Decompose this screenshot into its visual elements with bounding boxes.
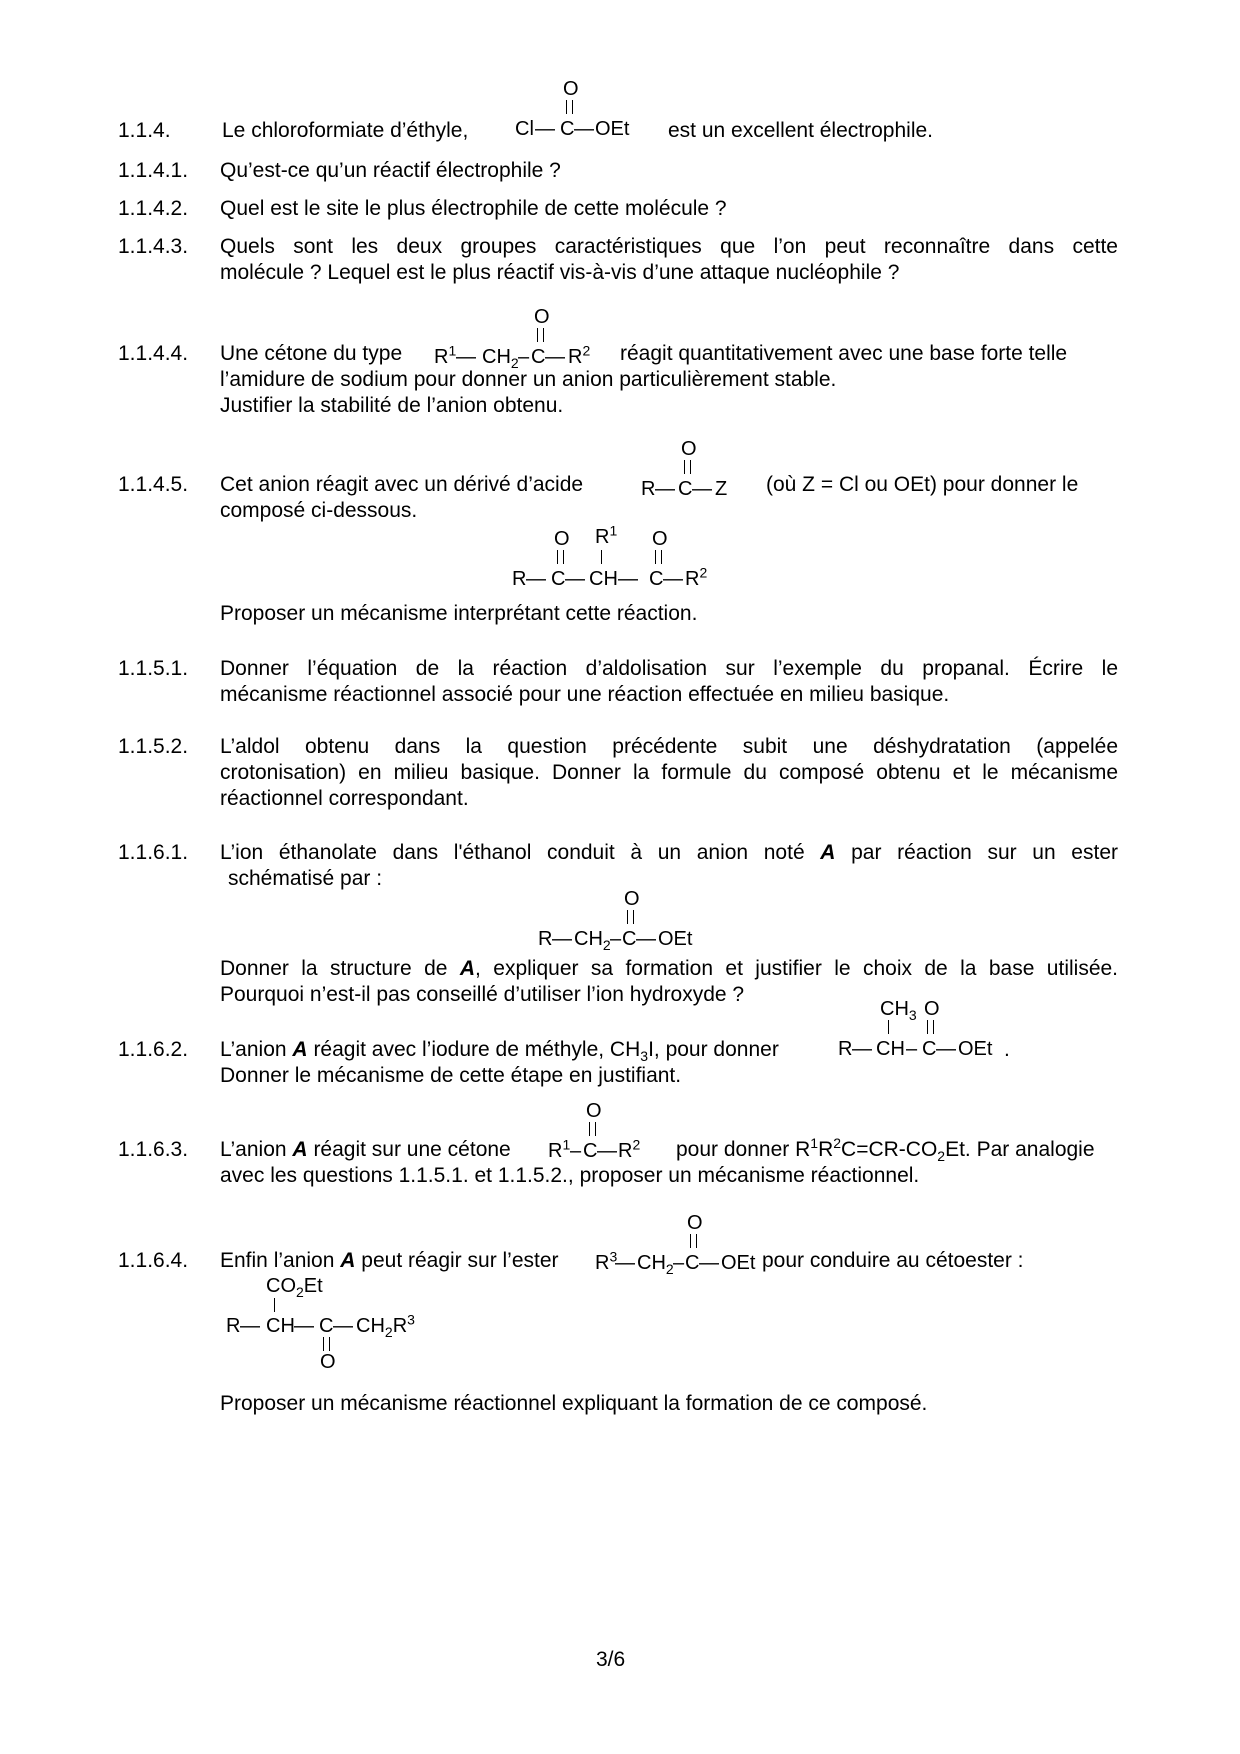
atom-z: Z (715, 478, 728, 500)
atom-r2: $R^2$ (568, 342, 591, 368)
bond: – (570, 1140, 582, 1162)
question-text: mécanisme réactionnel associé pour une réaction effectuée en milieu basique. (220, 683, 950, 706)
bond: – (518, 346, 530, 368)
question-text: pour donner $R^1R^2C=CR-CO_2Et$. Par analogie (676, 1135, 1095, 1165)
bond: — (936, 1038, 956, 1060)
bond: — (597, 1140, 617, 1162)
double-bond (627, 910, 634, 924)
double-bond (589, 1122, 596, 1136)
question-text: Donner la structure de A, expliquer sa formation et justifier le choix de la base utilisée. (220, 957, 1119, 980)
atom-c: C (649, 568, 664, 590)
question-text: molécule ? Lequel est le plus réactif vis-à-vis d’une attaque nucléophile ? (220, 261, 900, 284)
question-text: Proposer un mécanisme interprétant cette réaction. (220, 602, 698, 625)
question-text: Cet anion réagit avec un dérivé d’acide (220, 473, 584, 496)
atom-r: R (512, 568, 527, 590)
bond: – (610, 928, 622, 950)
question-text: crotonisation) en milieu basique. Donner la formule du composé obtenu et le mécanisme (220, 761, 1118, 784)
bond: — (294, 1315, 314, 1337)
question-number: 1.1.6.2. (118, 1038, 189, 1061)
atom-ch2: $CH_2$ (574, 928, 611, 953)
bond: — (565, 568, 585, 590)
atom-o: O (554, 528, 570, 550)
bond: — (615, 1252, 635, 1274)
question-number: 1.1.6.1. (118, 841, 189, 864)
atom-oet: OEt (958, 1038, 993, 1060)
atom-o: O (534, 306, 550, 328)
question-text: est un excellent électrophile. (668, 119, 933, 142)
atom-c: C (922, 1038, 937, 1060)
atom-c: C (678, 478, 693, 500)
atom-o: O (586, 1100, 602, 1122)
atom-ch2: $CH_2$ (482, 346, 519, 371)
double-bond (690, 1234, 697, 1248)
atom-cl: Cl (515, 118, 534, 140)
atom-c: C (319, 1315, 334, 1337)
single-bond (274, 1298, 275, 1312)
methylated-ester-structure (838, 998, 1018, 1064)
atom-r3: $R^3$ (595, 1248, 618, 1274)
bond: — (618, 568, 638, 590)
bond: — (574, 118, 594, 140)
atom-o: O (681, 438, 697, 460)
atom-r: R (538, 928, 553, 950)
atom-ch3: $CH_3$ (880, 998, 917, 1023)
question-text: pour conduire au cétoester : (762, 1249, 1024, 1272)
atom-o: O (624, 888, 640, 910)
question-number: 1.1.5.1. (118, 657, 189, 680)
question-text: . (1004, 1038, 1010, 1061)
atom-o: O (924, 998, 940, 1020)
atom-o: O (563, 78, 579, 100)
question-number: 1.1.5.2. (118, 735, 189, 758)
bond: — (852, 1038, 872, 1060)
single-bond (601, 550, 602, 564)
question-text: Proposer un mécanisme réactionnel expliquant la formation de ce composé. (220, 1392, 928, 1415)
bond: – (673, 1252, 685, 1274)
atom-oet: OEt (595, 118, 630, 140)
chloroformate-structure (515, 78, 655, 144)
question-text: composé ci-dessous. (220, 499, 418, 522)
atom-c: C (583, 1140, 598, 1162)
acid-derivative-structure (641, 438, 751, 504)
atom-oet: OEt (658, 928, 693, 950)
atom-o: O (652, 528, 668, 550)
question-number: 1.1.4.1. (118, 159, 189, 182)
question-number: 1.1.4.3. (118, 235, 189, 258)
bond: — (545, 346, 565, 368)
question-text: Le chloroformiate d’éthyle, (222, 119, 469, 142)
atom-ch: CH (589, 568, 618, 590)
atom-oet: OEt (721, 1252, 756, 1274)
question-text: Quel est le site le plus électrophile de cette molécule ? (220, 197, 727, 220)
atom-r2: $R^2$ (685, 564, 708, 590)
double-bond (655, 550, 662, 564)
question-text: Enfin l’anion A peut réagir sur l’ester (220, 1249, 559, 1272)
double-bond (927, 1020, 934, 1034)
question-text: Justifier la stabilité de l’anion obtenu. (220, 394, 564, 417)
bond: — (655, 478, 675, 500)
question-number: 1.1.4.2. (118, 197, 189, 220)
atom-c: C (560, 118, 575, 140)
atom-r1: $R^1$ (434, 342, 457, 368)
page-number: 3/6 (596, 1648, 626, 1671)
double-bond (537, 328, 544, 342)
bond: — (535, 118, 555, 140)
bond: — (456, 346, 476, 368)
atom-ch: CH (876, 1038, 905, 1060)
question-text: L’ion éthanolate dans l'éthanol conduit à un anion noté A par réaction sur un ester (220, 841, 1118, 864)
atom-c: C (551, 568, 566, 590)
question-number: 1.1.6.4. (118, 1249, 189, 1272)
atom-c: C (622, 928, 637, 950)
question-text: Donner l’équation de la réaction d’aldolisation sur l’exemple du propanal. Écrire le (220, 657, 1118, 680)
ester-r3-structure (595, 1212, 765, 1278)
bond: — (552, 928, 572, 950)
question-text: L’anion A réagit sur une cétone (220, 1138, 511, 1161)
question-text: L’aldol obtenu dans la question précédente subit une déshydratation (appelée (220, 735, 1118, 758)
atom-r1: $R^1$ (595, 522, 618, 548)
bond: — (663, 568, 683, 590)
bond: — (699, 1252, 719, 1274)
question-text: Donner le mécanisme de cette étape en justifiant. (220, 1064, 682, 1087)
question-text: avec les questions 1.1.5.1. et 1.1.5.2., proposer un mécanisme réactionnel. (220, 1164, 920, 1187)
question-text: réactionnel correspondant. (220, 787, 469, 810)
question-text: schématisé par : (228, 867, 383, 890)
bond: — (526, 568, 546, 590)
atom-co2et: $CO_2Et$ (266, 1275, 323, 1300)
double-bond (323, 1337, 330, 1351)
bond: — (636, 928, 656, 950)
atom-r: R (226, 1315, 241, 1337)
atom-r: R (641, 478, 656, 500)
atom-c: C (531, 346, 546, 368)
question-number: 1.1.4. (118, 119, 171, 142)
question-text: l’amidure de sodium pour donner un anion particulièrement stable. (220, 368, 837, 391)
atom-ch: CH (266, 1315, 295, 1337)
atom-r: R (838, 1038, 853, 1060)
question-text: Quels sont les deux groupes caractéristiques que l’on peut reconnaître dans cette (220, 235, 1118, 258)
single-bond (888, 1020, 889, 1034)
question-text: Une cétone du type (220, 342, 403, 365)
ketone-structure (548, 1100, 668, 1166)
double-bond (684, 460, 691, 474)
bond: — (240, 1315, 260, 1337)
atom-c: C (685, 1252, 700, 1274)
double-bond (566, 100, 573, 114)
question-text: Pourquoi n’est-il pas conseillé d’utiliser l’ion hydroxyde ? (220, 983, 745, 1006)
bond: — (333, 1315, 353, 1337)
question-number: 1.1.4.4. (118, 342, 189, 365)
question-text: L’anion A réagit avec l’iodure de méthyle, $CH_3I$, pour donner (220, 1038, 779, 1065)
atom-ch2: $CH_2$ (637, 1252, 674, 1277)
ketone-structure (434, 306, 604, 372)
bond: — (692, 478, 712, 500)
atom-o: O (687, 1212, 703, 1234)
double-bond (557, 550, 564, 564)
atom-r2: $R^2$ (618, 1136, 641, 1162)
atom-r1: $R^1$ (548, 1136, 571, 1162)
question-number: 1.1.4.5. (118, 473, 189, 496)
question-number: 1.1.6.3. (118, 1138, 189, 1161)
ketoester-product-structure (226, 1275, 456, 1375)
atom-o: O (320, 1351, 336, 1373)
question-text: (où Z = Cl ou OEt) pour donner le (766, 473, 1079, 496)
atom-ch2r3: $CH_2R^3$ (356, 1311, 415, 1340)
ester-structure (538, 888, 718, 954)
diketone-product-structure (512, 522, 732, 594)
bond: – (906, 1038, 918, 1060)
question-text: Qu’est-ce qu’un réactif électrophile ? (220, 159, 561, 182)
question-text: réagit quantitativement avec une base forte telle (620, 342, 1068, 365)
